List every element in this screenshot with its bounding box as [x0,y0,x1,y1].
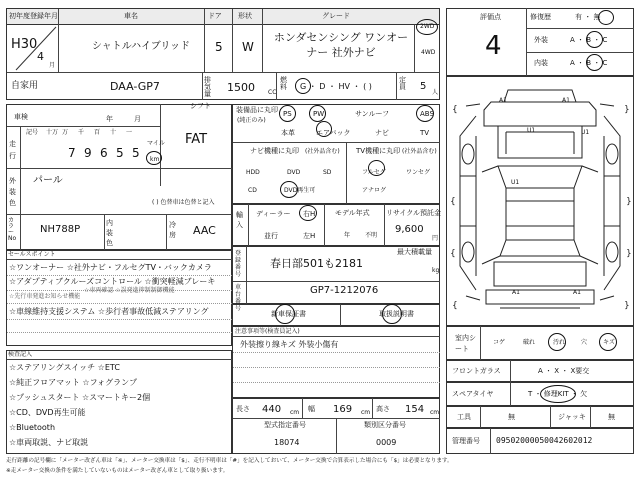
exterior-grade-label: 外装 [534,36,548,44]
exterior-grade-circle [586,31,603,48]
svg-text:{: { [450,197,456,207]
doors: 5 [215,40,223,54]
nav-hdd: HDD [246,169,260,176]
plate-value: 春日部501も2181 [270,257,363,270]
fuel-options: G ・ D ・ HV ・ ( ) [300,82,372,91]
diagram-tag-1: A1 [499,97,507,104]
svg-text:{: { [450,249,456,259]
check-items-label: 検査記入 [8,351,33,358]
import-dealer: ディーラー [256,210,291,218]
width-label: 幅 [308,405,315,413]
equip-tv: TV [420,129,430,137]
equip-navi: ナビ [375,129,389,137]
color-no: NH788P [40,224,81,235]
grade-label: グレード [322,12,350,20]
tools-box [446,406,634,428]
color-no-label: カラーNo [8,217,17,242]
new-car-warranty: 新車保証書 [271,310,306,318]
interior-color-label: 内装色 [106,219,113,247]
check-item-6: ☆車両取説、ナビ取説 [9,438,89,447]
nav-sub: (社外品含む) [305,148,340,155]
drive-4wd: 4WD [421,49,436,56]
recycle-unit: 円 [432,235,439,242]
footer-line-1: 走行距離の記号欄に「メーター改ざん車は「※」、メーター交換車は「$」、走行不明車は「#」を記入しておいて、メーター交換で合算表示した場合にも「$」は必要となります。 [6,458,453,464]
class-label: 類別区分番号 [364,421,406,429]
steering-circle [299,205,317,221]
model-year-year: 年 [344,232,351,239]
fuel-circle [295,78,311,94]
mileage-digit: 5 [132,146,140,160]
capacity-unit: 人 [432,89,439,96]
class-value: 0009 [376,438,397,447]
ac-value: AAC [193,224,216,237]
mileage-place-label: 百 [94,129,101,136]
svg-text:{: { [452,105,458,115]
reg-year-label: 初年度登録年月 [9,12,58,20]
mileage-place-label: 十万 [46,129,59,136]
model-year-label: モデル年式 [335,209,370,217]
score-label: 評価点 [480,13,501,21]
diagram-tag-3: U1 [527,127,536,134]
spare-tire-label: スペアタイヤ [452,390,494,398]
shift-value: FAT [185,132,208,147]
width-value: 169 [333,404,353,415]
equip-leather: 本革 [281,129,295,137]
recycle-value: 9,600 [395,224,424,235]
notes-label: 注意事項等(検査員記入) [235,328,300,335]
sheet-opt-koge: コゲ [493,339,506,346]
model-code: DAA-GP7 [110,80,160,93]
height-label: 高さ [376,405,390,413]
jack-value: 無 [608,413,615,421]
displacement-label: 排気量 [204,76,211,98]
mileage-place-label: 千 [78,129,85,136]
type-cert-label: 型式指定番号 [264,421,306,429]
mile-label: マイル [147,140,165,147]
equip-airbag-circle [316,121,332,137]
drive-2wd: 2WD [420,23,435,30]
reg-year: H30 [11,37,38,52]
front-glass-label: フロントガラス [452,367,501,375]
svg-text:}: } [626,197,632,207]
sales-point-3: ☆車線維持支援システム ☆歩行者事故低減ステアリング [9,307,209,316]
sales-point-1: ☆ワンオーナー ☆社外ナビ・フルセグTV・バックカメラ [9,263,212,272]
svg-text:}: } [626,249,632,259]
repair-circle [598,10,614,25]
equipment-label: 装備品に丸印 [236,106,278,114]
sheet-opt-kizu: キズ [603,339,615,346]
check-item-3: ☆プッシュスタート ☆スマートキー2個 [9,393,151,402]
equip-abs-circle [416,105,434,122]
sales-point-faint-2: ☆先行車発進お知らせ機能 [9,293,81,300]
repair-options: 有 ・ 無 [575,13,601,21]
nav-sd: SD [323,169,332,176]
chassis-value: GP7-1212076 [310,285,379,296]
fuel-label: 燃料 [280,76,287,91]
tv-oneseg: ワンセグ [406,169,431,176]
sheet-opt-ana: 穴 [581,339,588,346]
equip-abs: ABS [420,110,434,118]
exterior-grade-options: A ・ B ・ C [570,36,608,44]
svg-text:}: } [624,105,630,115]
equip-pw: PW [313,110,325,118]
equip-ps-circle [279,105,296,122]
length-value: 440 [262,404,282,415]
warranty-circle [275,304,295,324]
door-label: ドア [208,12,222,20]
diagram-tag-7: A1 [573,289,581,296]
footer-line-2: ※走メーター交換の条件を満たしていないものはメーター改ざん車として取り扱います。 [6,468,229,474]
kg-unit: kg [432,267,440,274]
body-label: 形状 [238,12,252,20]
shift-label: シフト [190,102,211,110]
nav-cd: CD [248,187,257,194]
svg-text:}: } [624,301,630,311]
recycle-label: リサイクル預託金 [386,209,442,217]
jack-label: ジャッキ [558,413,586,421]
sheet-kizu-circle [599,333,617,351]
equip-sunroof: サンルーフ [355,110,390,118]
capacity: 5 [420,81,427,92]
front-glass-options: A ・ X ・ X要交 [538,367,590,375]
car-name: シャトルハイブリッド [92,41,190,52]
sheet-yogore-circle [548,333,566,351]
svg-text:{: { [452,301,458,311]
sales-point-faint-1: ☆車両確認 ☆誤発進抑制制御機能 [84,287,175,294]
month-unit: 月 [49,62,56,69]
equip-pw-circle [309,105,326,122]
check-item-1: ☆ステアリングスイッチ ☆ETC [9,363,120,372]
tools-value: 無 [508,413,515,421]
equipment-sublabel: (純正のみ) [237,117,266,124]
tv-fullseg-circle [368,160,385,176]
exterior-color: パール [33,175,63,186]
car-diagram [446,76,634,326]
exterior-label: 外装色 [9,177,16,207]
sheet-opt-yogore: 汚れ [553,339,566,346]
check-item-5: ☆Bluetooth [9,423,56,432]
capacity-label: 定員 [399,76,406,91]
diagram-tag-6: A1 [512,289,520,296]
import-parallel: 並行 [264,232,278,240]
sales-point-2: ☆アダプティブクルーズコントロール ☆衝突軽減ブレーキ [9,277,216,286]
mileage-place-label: 一 [126,129,133,136]
header-label-row [7,9,439,25]
mileage-digit: 9 [84,146,92,160]
repair-label: 修復歴 [530,13,551,21]
reg-month: 4 [37,50,44,63]
tv-fullseg: フルセグ [362,169,386,176]
km-unit: km [150,156,160,163]
chassis-label: 車台番号 [235,284,242,312]
grade-text: ホンダセンシング ワンオーナー 社外ナビ [273,31,409,59]
equip-ps: PS [283,110,292,118]
height-unit: cm [430,409,440,416]
manual-circle [382,304,402,324]
mileage-digit: 7 [68,146,76,160]
body-type: W [242,40,254,54]
tv-analog: アナログ [362,187,387,194]
type-cert-value: 18074 [274,438,300,447]
check-item-2: ☆純正フロアマット ☆フォグランプ [9,378,138,387]
mileage-label: 走行 [9,140,16,160]
mileage-digit: 5 [116,146,124,160]
nav-label: ナビ機種に丸印 [250,147,299,155]
memory-label: 記号 [26,129,39,136]
cc-unit: CC [268,89,277,96]
car-name-label: 車名 [124,12,138,20]
tv-label: TV機種に丸印 [356,147,401,155]
nav-dvd-play-circle [280,181,298,198]
sheet-opt-yabure: 破れ [523,339,536,346]
max-load-label: 最大積載量 [397,248,432,256]
interior-grade-circle [586,54,603,71]
ac-label: 冷房 [169,221,176,239]
height-value: 154 [405,404,425,415]
nav-dvd: DVD [287,169,301,176]
management-label: 管理番号 [452,437,480,445]
equip-airbag: エアバック [316,129,351,137]
check-item-4: ☆CD、DVD再生可能 [9,408,86,417]
displacement: 1500 [227,81,255,94]
length-unit: cm [290,409,300,416]
inspection-month: 月 [134,115,141,123]
manual: 取扱説明書 [379,310,414,318]
spare-tire-options: T ・ 修理KIT ・ 欠 [528,390,588,398]
sales-points-label: セールスポイント [8,251,56,258]
diagram-tag-5: U1 [511,179,520,186]
tools-label: 工具 [457,413,471,421]
import-label: 輸入 [236,211,243,229]
spare-tire-circle [540,385,576,403]
mileage-digit: 6 [100,146,108,160]
interior-sheet-label: 室内シート [455,334,476,353]
mileage-place-label: 万 [62,129,69,136]
model-year-unknown: 不明 [365,232,378,239]
steering-right: 右H [303,210,316,218]
inspection-year: 年 [106,115,113,123]
tv-sub: (社外品含む) [402,148,437,155]
length-label: 長さ [236,405,250,413]
diagram-tag-2: A1 [562,97,570,104]
km-circle [146,151,162,165]
notes-text: 外装擦り線キズ 外装小傷有 [240,340,339,349]
plate-label: 登録番号 [235,250,242,278]
exterior-note: ( ) 色替車は色替と記入 [152,199,215,206]
use-type: 自家用 [11,81,39,91]
inspection-label: 車検 [14,113,28,121]
interior-grade-options: A ・ B ・ C [570,59,608,67]
score-value: 4 [485,31,502,61]
interior-grade-label: 内装 [534,59,548,67]
nav-dvd-play: DVD再生可 [284,187,316,194]
steering-left: 左H [303,232,316,240]
management-value: 09502000050042602012 [496,436,593,445]
width-unit: cm [361,409,371,416]
mileage-place-label: 十 [110,129,117,136]
diagram-tag-4: U1 [581,129,590,136]
